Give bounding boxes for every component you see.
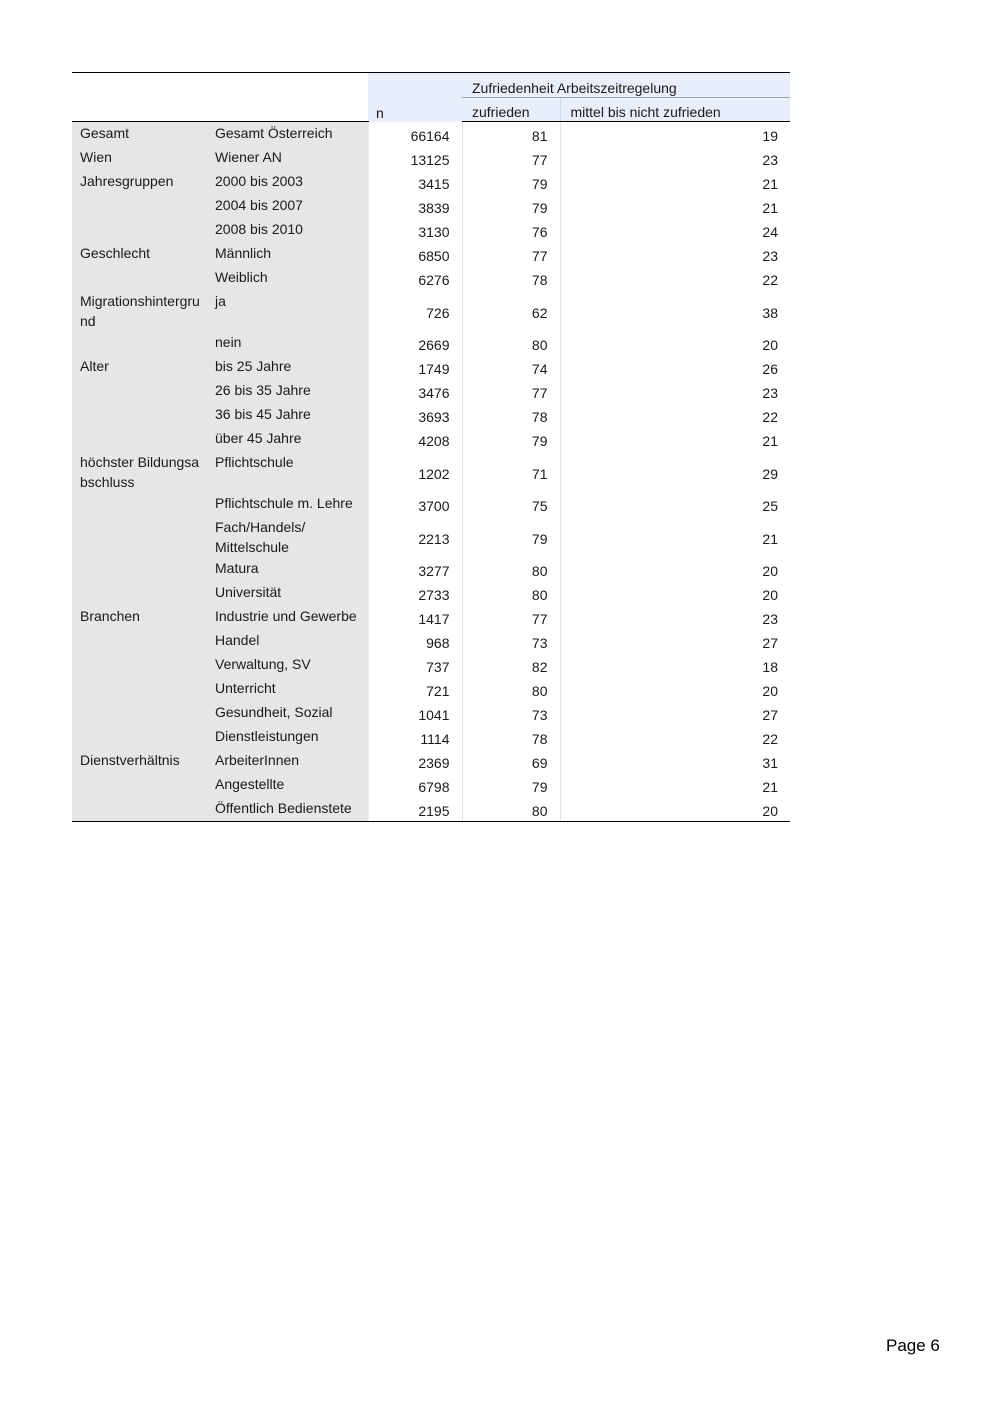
table-row	[72, 557, 790, 581]
table-row	[72, 629, 790, 653]
row-group	[72, 194, 207, 218]
row-not-satisfied: 27	[560, 701, 790, 725]
row-group: Branchen	[72, 605, 207, 629]
table-row	[72, 403, 790, 427]
header-group-label: Zufriedenheit Arbeitszeitregelung	[462, 73, 790, 98]
row-group	[72, 492, 207, 516]
row-not-satisfied: 21	[560, 516, 790, 557]
row-not-satisfied: 26	[560, 355, 790, 379]
row-not-satisfied: 20	[560, 331, 790, 355]
row-group	[72, 266, 207, 290]
row-satisfied: 78	[462, 403, 560, 427]
row-n: 2669	[368, 331, 462, 355]
row-not-satisfied: 23	[560, 379, 790, 403]
row-label: Verwaltung, SV	[207, 653, 368, 677]
header-not-satisfied: mittel bis nicht zufrieden	[560, 98, 790, 122]
row-label: Industrie und Gewerbe	[207, 605, 368, 629]
row-n: 3415	[368, 170, 462, 194]
row-n: 3277	[368, 557, 462, 581]
table-row	[72, 605, 790, 629]
row-group: Geschlecht	[72, 242, 207, 266]
row-not-satisfied: 27	[560, 629, 790, 653]
row-not-satisfied: 20	[560, 557, 790, 581]
row-satisfied: 80	[462, 331, 560, 355]
row-label: Pflichtschule	[207, 451, 368, 492]
row-satisfied: 78	[462, 725, 560, 749]
row-n: 66164	[368, 122, 462, 147]
table-row	[72, 492, 790, 516]
row-n: 2213	[368, 516, 462, 557]
row-satisfied: 77	[462, 146, 560, 170]
row-not-satisfied: 20	[560, 677, 790, 701]
row-satisfied: 79	[462, 773, 560, 797]
table-row	[72, 122, 790, 147]
header-n: n	[368, 73, 462, 122]
row-n: 1417	[368, 605, 462, 629]
row-not-satisfied: 38	[560, 290, 790, 331]
table-row	[72, 379, 790, 403]
row-satisfied: 82	[462, 653, 560, 677]
row-n: 968	[368, 629, 462, 653]
row-not-satisfied: 23	[560, 242, 790, 266]
row-not-satisfied: 23	[560, 605, 790, 629]
header-blank-4	[207, 98, 368, 122]
row-satisfied: 69	[462, 749, 560, 773]
row-label: Männlich	[207, 242, 368, 266]
row-not-satisfied: 22	[560, 403, 790, 427]
row-n: 726	[368, 290, 462, 331]
row-not-satisfied: 19	[560, 122, 790, 147]
table-row	[72, 170, 790, 194]
row-label: 2008 bis 2010	[207, 218, 368, 242]
row-n: 4208	[368, 427, 462, 451]
table-row	[72, 653, 790, 677]
row-not-satisfied: 21	[560, 773, 790, 797]
row-group: Wien	[72, 146, 207, 170]
table-row	[72, 749, 790, 773]
row-not-satisfied: 22	[560, 266, 790, 290]
table-row	[72, 581, 790, 605]
row-group: Jahresgruppen	[72, 170, 207, 194]
row-n: 13125	[368, 146, 462, 170]
row-group	[72, 557, 207, 581]
row-label: Universität	[207, 581, 368, 605]
row-label: Fach/Handels/ Mittelschule	[207, 516, 368, 557]
row-n: 6798	[368, 773, 462, 797]
row-group: höchster Bildungsabschluss	[72, 451, 207, 492]
row-label: Öffentlich Bedienstete	[207, 797, 368, 822]
row-group: Alter	[72, 355, 207, 379]
row-label: ja	[207, 290, 368, 331]
header-blank-1	[72, 73, 207, 98]
row-satisfied: 80	[462, 581, 560, 605]
row-n: 721	[368, 677, 462, 701]
row-satisfied: 77	[462, 379, 560, 403]
header-satisfied: zufrieden	[462, 98, 560, 122]
table-row	[72, 331, 790, 355]
row-not-satisfied: 20	[560, 797, 790, 822]
row-n: 1114	[368, 725, 462, 749]
header-blank-2	[207, 73, 368, 98]
row-n: 3130	[368, 218, 462, 242]
row-label: Handel	[207, 629, 368, 653]
row-not-satisfied: 20	[560, 581, 790, 605]
row-satisfied: 79	[462, 170, 560, 194]
row-n: 6850	[368, 242, 462, 266]
row-not-satisfied: 29	[560, 451, 790, 492]
row-not-satisfied: 31	[560, 749, 790, 773]
table-row	[72, 218, 790, 242]
row-n: 3839	[368, 194, 462, 218]
row-not-satisfied: 18	[560, 653, 790, 677]
row-n: 1041	[368, 701, 462, 725]
row-group	[72, 427, 207, 451]
row-not-satisfied: 25	[560, 492, 790, 516]
table-row	[72, 797, 790, 822]
row-satisfied: 73	[462, 629, 560, 653]
table-row	[72, 242, 790, 266]
table-row	[72, 516, 790, 557]
table-row	[72, 427, 790, 451]
row-group	[72, 218, 207, 242]
table-row	[72, 451, 790, 492]
row-satisfied: 78	[462, 266, 560, 290]
row-satisfied: 80	[462, 557, 560, 581]
row-group: Migrationshintergrund	[72, 290, 207, 331]
header-row-top	[72, 73, 790, 98]
row-group: Dienstverhältnis	[72, 749, 207, 773]
row-label: nein	[207, 331, 368, 355]
row-label: Angestellte	[207, 773, 368, 797]
row-n: 1749	[368, 355, 462, 379]
row-not-satisfied: 21	[560, 194, 790, 218]
row-label: 26 bis 35 Jahre	[207, 379, 368, 403]
table-row	[72, 290, 790, 331]
page-number: Page 6	[886, 1336, 940, 1355]
table-row	[72, 773, 790, 797]
row-satisfied: 79	[462, 427, 560, 451]
row-n: 3700	[368, 492, 462, 516]
row-label: Dienstleistungen	[207, 725, 368, 749]
row-group	[72, 797, 207, 822]
row-satisfied: 74	[462, 355, 560, 379]
row-satisfied: 77	[462, 605, 560, 629]
row-label: Pflichtschule m. Lehre	[207, 492, 368, 516]
row-group	[72, 629, 207, 653]
row-not-satisfied: 21	[560, 427, 790, 451]
header-blank-3	[72, 98, 207, 122]
row-group	[72, 403, 207, 427]
row-n: 6276	[368, 266, 462, 290]
row-not-satisfied: 23	[560, 146, 790, 170]
row-label: Gesundheit, Sozial	[207, 701, 368, 725]
row-group	[72, 701, 207, 725]
table-body	[72, 122, 790, 822]
table-row	[72, 355, 790, 379]
row-not-satisfied: 22	[560, 725, 790, 749]
row-satisfied: 75	[462, 492, 560, 516]
row-label: bis 25 Jahre	[207, 355, 368, 379]
table-row	[72, 701, 790, 725]
table-header	[72, 73, 790, 122]
row-satisfied: 62	[462, 290, 560, 331]
row-group	[72, 677, 207, 701]
row-n: 2369	[368, 749, 462, 773]
row-label: 36 bis 45 Jahre	[207, 403, 368, 427]
row-satisfied: 79	[462, 516, 560, 557]
row-label: Weiblich	[207, 266, 368, 290]
row-label: 2000 bis 2003	[207, 170, 368, 194]
row-group	[72, 725, 207, 749]
row-group	[72, 516, 207, 557]
row-n: 737	[368, 653, 462, 677]
table-row	[72, 146, 790, 170]
row-satisfied: 81	[462, 122, 560, 147]
row-label: Wiener AN	[207, 146, 368, 170]
row-n: 2195	[368, 797, 462, 822]
row-n: 3476	[368, 379, 462, 403]
row-satisfied: 76	[462, 218, 560, 242]
row-group	[72, 653, 207, 677]
row-label: Matura	[207, 557, 368, 581]
row-group	[72, 379, 207, 403]
row-satisfied: 77	[462, 242, 560, 266]
row-label: Gesamt Österreich	[207, 122, 368, 147]
row-not-satisfied: 21	[560, 170, 790, 194]
row-label: 2004 bis 2007	[207, 194, 368, 218]
row-satisfied: 73	[462, 701, 560, 725]
row-group	[72, 773, 207, 797]
row-satisfied: 71	[462, 451, 560, 492]
row-group	[72, 581, 207, 605]
table-row	[72, 677, 790, 701]
row-label: ArbeiterInnen	[207, 749, 368, 773]
row-label: Unterricht	[207, 677, 368, 701]
satisfaction-table	[72, 72, 790, 822]
row-satisfied: 79	[462, 194, 560, 218]
row-group	[72, 331, 207, 355]
table-row	[72, 725, 790, 749]
row-group: Gesamt	[72, 122, 207, 147]
row-n: 3693	[368, 403, 462, 427]
table-row	[72, 194, 790, 218]
table-row	[72, 266, 790, 290]
row-satisfied: 80	[462, 797, 560, 822]
row-n: 1202	[368, 451, 462, 492]
row-satisfied: 80	[462, 677, 560, 701]
row-n: 2733	[368, 581, 462, 605]
row-label: über 45 Jahre	[207, 427, 368, 451]
row-not-satisfied: 24	[560, 218, 790, 242]
